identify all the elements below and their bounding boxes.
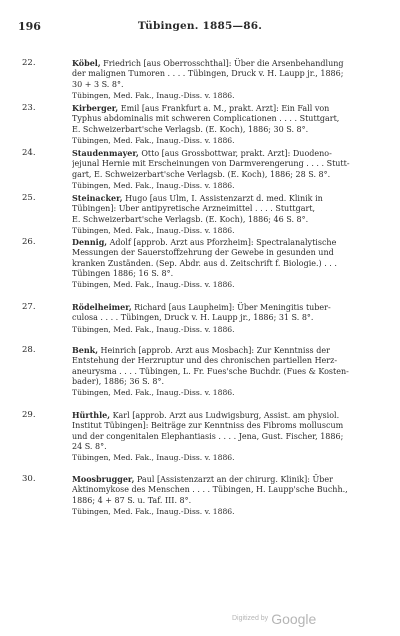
entry-text: Karl [approb. Arzt aus Ludwigsburg, Assist. am physiol.: [112, 411, 340, 420]
watermark-prefix: Digitized by: [232, 615, 269, 623]
entry-line: und der congenitalen Elephantiasis . . . . Jena, Gust. Fischer, 1886;: [72, 431, 344, 441]
entry-body: [72, 148, 388, 191]
dissertation-note: Tübingen, Med. Fak., Inaug.-Diss. v. 1886.: [72, 90, 235, 100]
bibliography-entry: [18, 58, 388, 101]
bibliography-entry: [18, 474, 388, 517]
entry-line: [72, 103, 388, 114]
entry-line: kranken Zuständen. (Sep. Abdr. aus d. Zeitschrift f. Biologie.) . . .: [72, 258, 337, 268]
bibliography-entry: [18, 193, 388, 236]
entry-number: 23.: [22, 103, 36, 113]
entry-text: Emil [aus Frankfurt a. M., prakt. Arzt]: Ein Fall von: [120, 104, 330, 113]
entry-line: [72, 193, 388, 204]
entry-text: Hugo [aus Ulm, I. Assistenzarzt d. med. Klinik in: [125, 194, 323, 203]
page-header: [18, 20, 382, 36]
entry-text: Richard [aus Laupheim]: Über Meningitis tuber-: [134, 303, 331, 312]
dissertation-note: Tübingen, Med. Fak., Inaug.-Diss. v. 1886.: [72, 280, 235, 290]
author-name: Rödelheimer,: [72, 302, 132, 312]
entry-text: Friedrich [aus Oberrosschthal]: Über die Arsenbehandlung: [103, 59, 344, 68]
entry-body: [72, 345, 388, 398]
bibliography-entry: [18, 410, 388, 463]
entry-line: 30 + 3 S. 8°.: [72, 79, 124, 89]
entry-line: Aktinomykose des Menschen . . . . Tübingen, H. Laupp'sche Buchh.,: [72, 485, 348, 495]
entry-line: [72, 410, 388, 421]
entry-line: bader), 1886; 36 S. 8°.: [72, 376, 165, 386]
google-logo: Google: [271, 610, 317, 627]
entry-text: Paul [Assistenzarzt an der chirurg. Klinik]: Über: [136, 475, 333, 484]
bibliography-entry: [18, 302, 388, 335]
dissertation-note: Tübingen, Med. Fak., Inaug.-Diss. v. 1886.: [72, 388, 235, 398]
entry-number: 22.: [22, 58, 36, 68]
entry-body: [72, 474, 388, 517]
entry-line: Typhus abdominalis mit schweren Complicationen . . . . Stuttgart,: [72, 114, 340, 124]
entry-line: 1886; 4 + 87 S. u. Taf. III. 8°.: [72, 495, 192, 505]
entry-line: [72, 148, 388, 159]
entry-number: 28.: [22, 345, 36, 355]
author-name: Benk,: [72, 345, 98, 355]
entry-number: 26.: [22, 237, 36, 247]
page-number: 196: [18, 20, 41, 33]
entry-body: [72, 410, 388, 463]
entry-text: Adolf [approb. Arzt aus Pforzheim]: Spectralanalytische: [109, 238, 337, 247]
dissertation-note: Tübingen, Med. Fak., Inaug.-Diss. v. 1886.: [72, 324, 235, 334]
entry-body: [72, 302, 388, 335]
entry-line: 24 S. 8°.: [72, 441, 107, 451]
author-name: Kirberger,: [72, 103, 119, 113]
entry-line: [72, 474, 388, 485]
entry-body: [72, 193, 388, 236]
digitized-by-google-watermark: [232, 610, 316, 628]
author-name: Dennig,: [72, 237, 108, 247]
entry-number: 24.: [22, 148, 36, 158]
author-name: Steinacker,: [72, 193, 123, 203]
entry-line: E. Schweizerbart'sche Verlagsb. (E. Koch), 1886; 46 S. 8°.: [72, 214, 309, 224]
bibliography-entry: [18, 345, 388, 398]
entry-line: Institut Tübingen]: Beiträge zur Kenntniss des Fibroms molluscum: [72, 421, 344, 431]
bibliography-entry: [18, 148, 388, 191]
entry-number: 30.: [22, 474, 36, 484]
dissertation-note: Tübingen, Med. Fak., Inaug.-Diss. v. 1886.: [72, 453, 235, 463]
dissertation-note: Tübingen, Med. Fak., Inaug.-Diss. v. 1886.: [72, 225, 235, 235]
author-name: Köbel,: [72, 58, 101, 68]
entry-line: Entstehung der Herzruptur und des chronischen partiellen Herz-: [72, 356, 338, 366]
entry-text: Heinrich [approb. Arzt aus Mosbach]: Zur Kenntniss der: [100, 346, 330, 355]
entry-line: [72, 237, 388, 248]
author-name: Moosbrugger,: [72, 474, 135, 484]
entry-line: [72, 345, 388, 356]
author-name: Hürthle,: [72, 410, 111, 420]
entry-text: Otto [aus Grossbottwar, prakt. Arzt]: Duodeno-: [141, 149, 332, 158]
dissertation-note: Tübingen, Med. Fak., Inaug.-Diss. v. 1886.: [72, 135, 235, 145]
entry-number: 27.: [22, 302, 36, 312]
entry-number: 29.: [22, 410, 36, 420]
entry-line: [72, 302, 388, 313]
entry-line: jejunal Hernie mit Erscheinungen von Darmverengerung . . . . Stutt-: [72, 159, 350, 169]
entry-line: culosa . . . . Tübingen, Druck v. H. Laupp jr., 1886; 31 S. 8°.: [72, 313, 314, 323]
entry-line: [72, 58, 388, 69]
entry-line: Messungen der Sauerstoffzehrung der Gewebe in gesunden und: [72, 248, 334, 258]
running-title: Tübingen. 1885—86.: [137, 20, 263, 32]
entry-body: [72, 103, 388, 146]
entry-line: der malignen Tumoren . . . . Tübingen, Druck v. H. Laupp jr., 1886;: [72, 69, 344, 79]
entry-line: gart, E. Schweizerbart'sche Verlagsb. (E. Koch), 1886; 28 S. 8°.: [72, 169, 331, 179]
entry-line: Tübingen 1886; 16 S. 8°.: [72, 268, 174, 278]
entry-line: Tübingen]: Über antipyretische Arzneimittel . . . . Stuttgart,: [72, 204, 316, 214]
bibliography-entry: [18, 103, 388, 146]
entry-body: [72, 237, 388, 290]
entry-number: 25.: [22, 193, 36, 203]
entry-body: [72, 58, 388, 101]
bibliography-entry: [18, 237, 388, 290]
dissertation-note: Tübingen, Med. Fak., Inaug.-Diss. v. 1886.: [72, 180, 235, 190]
entry-line: E. Schweizerbart'sche Verlagsb. (E. Koch), 1886; 30 S. 8°.: [72, 124, 309, 134]
dissertation-note: Tübingen, Med. Fak., Inaug.-Diss. v. 1886.: [72, 506, 235, 516]
author-name: Staudenmayer,: [72, 148, 139, 158]
entry-line: aneurysma . . . . Tübingen, L. Fr. Fues'sche Buchdr. (Fues & Kosten-: [72, 366, 349, 376]
